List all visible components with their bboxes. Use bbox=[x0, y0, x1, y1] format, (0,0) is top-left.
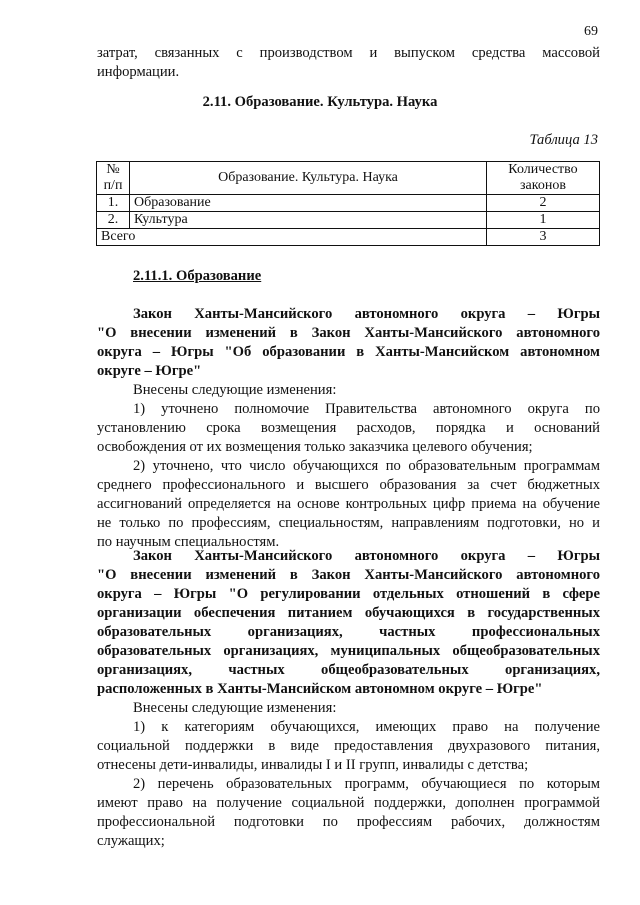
text-line: информации. bbox=[97, 64, 180, 80]
row-number: 2. bbox=[97, 212, 130, 229]
text-line: имеют право на получение социальной поддержки, дополнен программой bbox=[97, 795, 600, 811]
text-line: расположенных в Ханты-Мансийском автономном округе – Югре" bbox=[97, 681, 543, 697]
text-line: установлению срока возмещения расходов, порядка и оснований bbox=[97, 420, 600, 436]
table-row bbox=[97, 195, 600, 212]
text-line: служащих; bbox=[97, 833, 165, 849]
text-line: Закон Ханты-Мансийского автономного округа – Югры bbox=[133, 548, 600, 564]
text-line: затрат, связанных с производством и выпуском средства массовой bbox=[97, 45, 600, 61]
column-header-count bbox=[487, 162, 600, 195]
total-label: Всего bbox=[97, 229, 487, 246]
text-line: образовательных организациях, частных профессиональных bbox=[97, 624, 600, 640]
law-2-title bbox=[97, 547, 600, 699]
row-count: 1 bbox=[487, 212, 600, 229]
laws-table bbox=[96, 161, 600, 246]
intro-paragraph bbox=[97, 44, 600, 82]
text-line: ассигнований определяется на основе контрольных цифр приема на обучение bbox=[97, 496, 600, 512]
page-number: 69 bbox=[584, 24, 598, 39]
text-line: социальной поддержки в виде предоставления двухразового питания, bbox=[97, 738, 600, 754]
text-line: среднего профессионального и высшего образования за счет бюджетных bbox=[97, 477, 600, 493]
table-total-row bbox=[97, 229, 600, 246]
text-line: освобождения от их возмещения только заказчика целевого обучения; bbox=[97, 439, 533, 455]
law-1-changes bbox=[97, 381, 600, 552]
text-line: 1) уточнено полномочие Правительства автономного округа по bbox=[133, 401, 600, 417]
total-count: 3 bbox=[487, 229, 600, 246]
text-line: образовательных организациях, муниципальных общеобразовательных bbox=[97, 643, 600, 659]
header-text: Количество bbox=[508, 162, 578, 177]
changes-intro: Внесены следующие изменения: bbox=[133, 382, 337, 398]
subsection-heading: 2.11.1. Образование bbox=[133, 268, 262, 284]
row-number: 1. bbox=[97, 195, 130, 212]
text-line: "О внесении изменений в Закон Ханты-Мансийского автономного bbox=[97, 325, 600, 341]
text-line: 2) перечень образовательных программ, обучающиеся по которым bbox=[133, 776, 600, 792]
table-header-row bbox=[97, 162, 600, 195]
law-2-changes bbox=[97, 699, 600, 851]
text-line: округа – Югры "Об образовании в Ханты-Мансийском автономном bbox=[97, 344, 600, 360]
text-line: округе – Югре" bbox=[97, 363, 202, 379]
header-text: п/п bbox=[103, 178, 123, 193]
law-1-title bbox=[97, 305, 600, 381]
row-name: Культура bbox=[130, 212, 487, 229]
text-line: по научным специальностям. bbox=[97, 534, 280, 550]
header-text: законов bbox=[520, 178, 566, 193]
table-caption: Таблица 13 bbox=[529, 132, 598, 148]
text-line: не только по профессиям, специальностям, направлениям подготовки, но и bbox=[97, 515, 600, 531]
changes-intro: Внесены следующие изменения: bbox=[133, 700, 337, 716]
row-name: Образование bbox=[130, 195, 487, 212]
section-heading: 2.11. Образование. Культура. Наука bbox=[202, 94, 438, 110]
column-header-number bbox=[97, 162, 130, 195]
table-row bbox=[97, 212, 600, 229]
text-line: округа – Югры "О регулировании отдельных отношений в сфере bbox=[97, 586, 600, 602]
header-text: № bbox=[106, 162, 120, 177]
text-line: "О внесении изменений в Закон Ханты-Мансийского автономного bbox=[97, 567, 600, 583]
text-line: Закон Ханты-Мансийского автономного округа – Югры bbox=[133, 306, 600, 322]
text-line: отнесены дети-инвалиды, инвалиды I и II групп, инвалиды с детства; bbox=[97, 757, 529, 773]
text-line: 2) уточнено, что число обучающихся по образовательным программам bbox=[133, 458, 600, 474]
column-header-title: Образование. Культура. Наука bbox=[130, 162, 487, 195]
text-line: профессиональной подготовки по профессиям рабочих, должностям bbox=[97, 814, 600, 830]
text-line: организации обеспечения питанием обучающихся в государственных bbox=[97, 605, 600, 621]
text-line: 1) к категориям обучающихся, имеющих право на получение bbox=[133, 719, 600, 735]
text-line: организациях, частных общеобразовательных организациях, bbox=[97, 662, 600, 678]
row-count: 2 bbox=[487, 195, 600, 212]
